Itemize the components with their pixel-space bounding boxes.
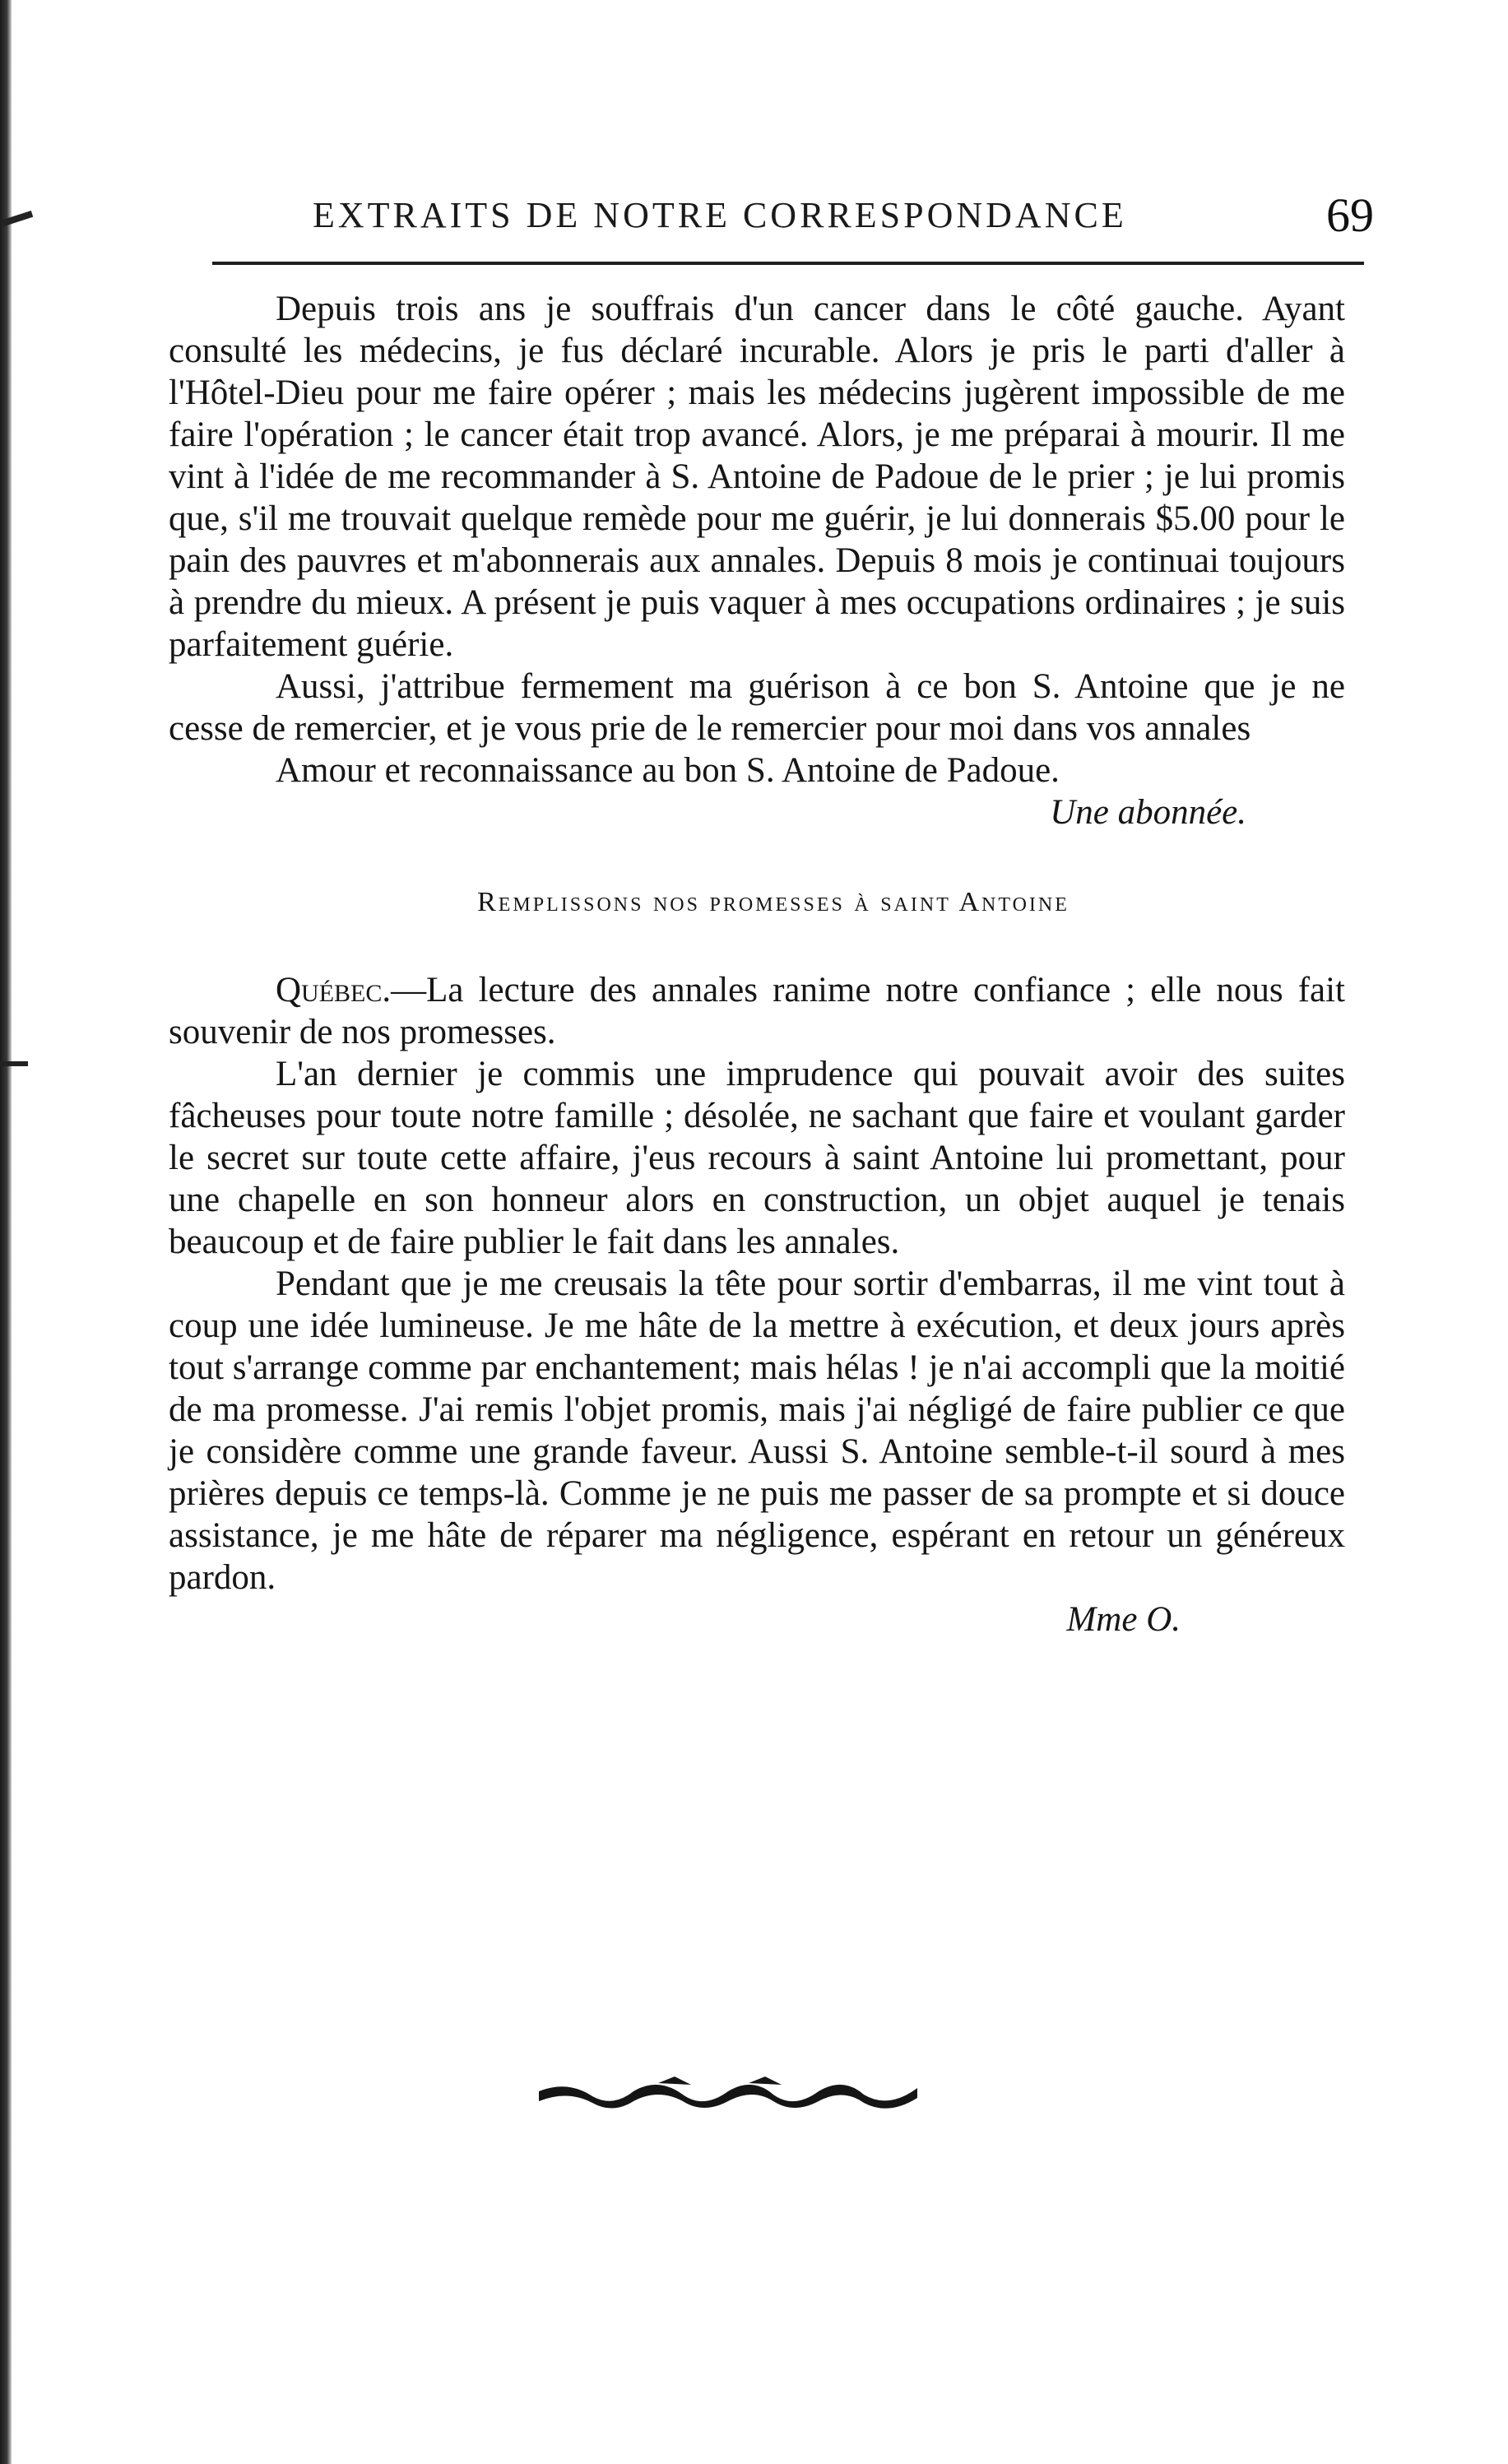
letter2-paragraph-1-text: —La lecture des annales ranime notre confiance ; elle nous fait souvenir de nos promesses. <box>169 971 1345 1051</box>
letter1-signature: Une abonnée. <box>1050 793 1246 832</box>
letter1-paragraph-2: Aussi, j'attribue fermement ma guérison à ce bon S. Antoine que je ne cesse de remercier, et je vous prie de le remercier pour moi dans vos annales <box>169 667 1345 748</box>
page-header <box>313 188 1374 245</box>
letter2-paragraph-2: L'an dernier je commis une imprudence qui pouvait avoir des suites fâcheuses pour toute notre famille ; désolée, ne sachant que faire et voulant garder le secret sur toute cette affaire, j'eus recours à saint Antoine lui promettant, pour une chapelle en son honneur alors en construction, un objet auquel je tenais beaucoup et de faire publier le fait dans les annales. <box>169 1055 1345 1261</box>
decorative-fleuron-icon <box>535 2073 921 2114</box>
letter2-paragraph-1 <box>169 969 1345 1053</box>
letter1-paragraph-1: Depuis trois ans je souffrais d'un cancer dans le côté gauche. Ayant consulté les médecins, je fus déclaré incurable. Alors je pris le parti d'aller à l'Hôtel-Dieu pour me faire opérer ; mais les médecins jugèrent impossible de me faire l'opération ; le cancer était trop avancé. Alors, je me préparai à mourir. Il me vint à l'idée de me recommander à S. Antoine de Padoue de le prier ; je lui promis que, s'il me trouvait quelque remède pour me guérir, je lui donnerais $5.00 pour le pain des pauvres et m'abonnerais aux annales. Depuis 8 mois je continuai toujours à prendre du mieux. A présent je puis vaquer à mes occupations ordinaires ; je suis parfaitement guérie. <box>169 290 1345 664</box>
letter2-place: Québec. <box>276 971 392 1009</box>
header-rule <box>212 262 1364 265</box>
section-heading: Remplissons nos promesses à saint Antoine <box>477 887 1070 917</box>
letter2-signature: Mme O. <box>1066 1600 1181 1639</box>
letter1-paragraph-3: Amour et reconnaissance au bon S. Antoine de Padoue. <box>276 751 1060 790</box>
page-number: 69 <box>1326 188 1374 242</box>
article-body <box>169 288 1345 1640</box>
running-title: EXTRAITS DE NOTRE CORRESPONDANCE <box>313 195 1127 235</box>
letter2-paragraph-3: Pendant que je me creusais la tête pour sortir d'embarras, il me vint tout à coup une idée lumineuse. Je me hâte de la mettre à exécution, et deux jours après tout s'arrange comme par enchantement; mais hélas ! je n'ai accompli que la moitié de ma promesse. J'ai remis l'objet promis, mais j'ai négligé de faire publier ce que je considère comme une grande faveur. Aussi S. Antoine semble-t-il sourd à mes prières depuis ce temps-là. Comme je ne puis me passer de sa prompte et si douce assistance, je me hâte de réparer ma négligence, espérant en retour un généreux pardon. <box>169 1264 1345 1597</box>
binding-edge <box>0 0 12 2464</box>
scan-mark <box>0 1061 28 1066</box>
